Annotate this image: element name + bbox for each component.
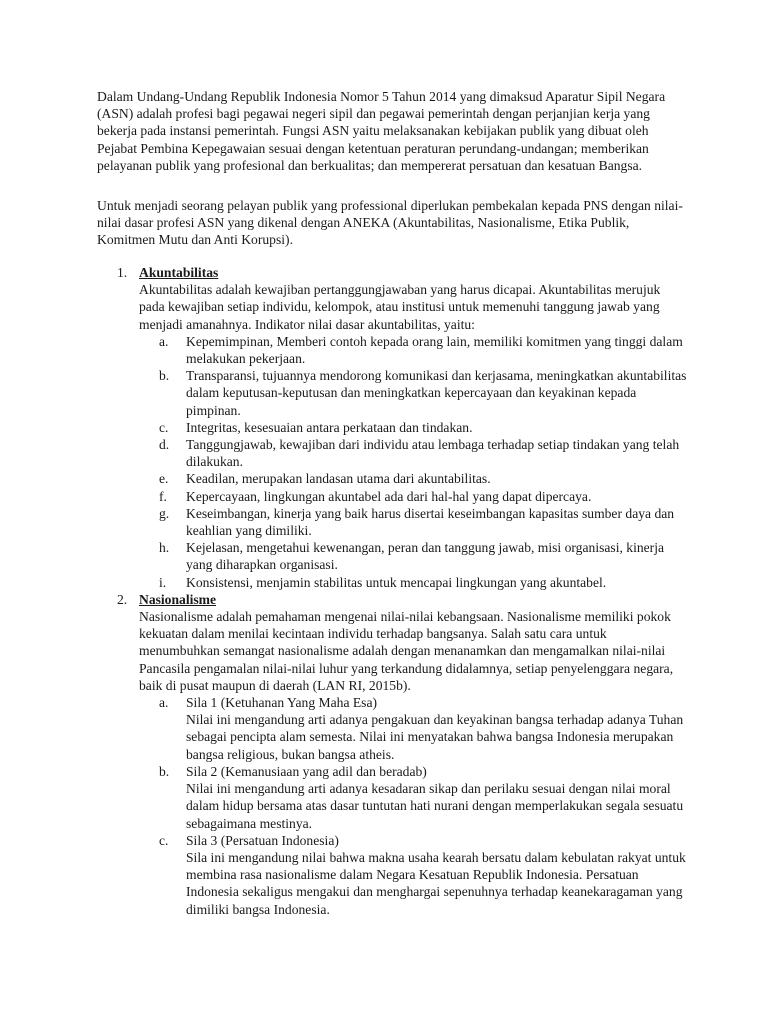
item-text: Konsistensi, menjamin stabilitas untuk mencapai lingkungan yang akuntabel. bbox=[186, 574, 607, 590]
item-letter: f. bbox=[159, 488, 167, 504]
section-title: Akuntabilitas bbox=[139, 265, 219, 280]
sila-list bbox=[139, 694, 687, 918]
intro-paragraph: Dalam Undang-Undang Republik Indonesia Nomor 5 Tahun 2014 yang dimaksud Aparatur Sipil Negara (ASN) adalah profesi bagi pegawai negeri sipil dan pegawai pemerintah dengan perjanjian kerja yang bekerja pada instansi pemerintah. Fungsi ASN yaitu melaksanakan kebijakan publik yang dibuat oleh Pejabat Pembina Kepegawaian sesuai dengan ketentuan peraturan perundang-undangan; memberikan pelayanan publik yang profesional dan berkualitas; dan mempererat persatuan dan kesatuan Bangsa. bbox=[97, 89, 666, 173]
item-text: Keseimbangan, kinerja yang baik harus disertai keseimbangan kapasitas sumber daya dan keahlian yang dimiliki. bbox=[186, 505, 675, 539]
item-letter: b. bbox=[159, 368, 170, 384]
item-title: Sila 3 (Persatuan Indonesia) bbox=[186, 832, 339, 848]
item-title: Sila 2 (Kemanusiaan yang adil dan beradab) bbox=[186, 763, 427, 779]
item-text: Nilai ini mengandung arti adanya pengakuan dan keyakinan bangsa terhadap adanya Tuhan sebagai pencipta alam semesta. Nilai ini menyatakan bahwa bangsa Indonesia merupakan bangsa religious, bukan bangsa atheis. bbox=[186, 712, 684, 762]
list-item bbox=[139, 574, 687, 591]
item-text: Kejelasan, mengetahui kewenangan, peran dan tanggung jawab, misi organisasi, kinerja yang diharapkan organisasi. bbox=[186, 540, 665, 573]
section-title: Nasionalisme bbox=[139, 591, 217, 607]
item-letter: b. bbox=[159, 763, 170, 779]
item-text: Integritas, kesesuaian antara perkataan dan tindakan. bbox=[186, 419, 473, 435]
item-letter: c. bbox=[159, 832, 169, 848]
item-text: Keadilan, merupakan landasan utama dari akuntabilitas. bbox=[186, 471, 491, 487]
item-text: Sila ini mengandung nilai bahwa makna usaha kearah bersatu dalam kebulatan rakyat untuk membina rasa nasionalisme dalam Negara Kesatuan Republik Indonesia. Persatuan Indonesia sekaligus mengakui dan menghargai sepenuhnya terhadap keanekaragaman yang dimiliki bangsa Indonesia. bbox=[186, 849, 686, 917]
section-description: Nasionalisme adalah pemahaman mengenai nilai-nilai kebangsaan. Nasionalisme memiliki pokok kekuatan dalam menilai kecintaan individu terhadap bangsanya. Salah satu cara untuk menumbuhkan semangat nasionalisme adalah dengan menanamkan dan mengamalkan nilai-nilai Pancasila pengamalan nilai-nilai luhur yang terkandung didalamnya, setiap penyelenggara negara, baik di pusat maupun di daerah (LAN RI, 2015b). bbox=[139, 609, 674, 693]
aneka-list bbox=[97, 264, 687, 918]
item-letter: a. bbox=[159, 333, 169, 349]
list-item bbox=[139, 539, 687, 573]
item-letter: e. bbox=[159, 471, 169, 487]
item-letter: a. bbox=[159, 695, 169, 711]
section-nasionalisme bbox=[97, 591, 687, 918]
indicator-list bbox=[139, 333, 687, 591]
item-letter: d. bbox=[159, 437, 170, 453]
list-item bbox=[139, 436, 687, 470]
list-item bbox=[139, 419, 687, 436]
list-item bbox=[139, 694, 687, 763]
list-item bbox=[139, 488, 687, 505]
item-letter: c. bbox=[159, 419, 169, 435]
item-letter: i. bbox=[159, 574, 167, 590]
item-text: Nilai ini mengandung arti adanya kesadaran sikap dan perilaku sesuai dengan nilai moral dalam hidup bersama atas dasar tuntutan hati nurani dengan memperlakukan segala sesuatu sebagaimana mestinya. bbox=[186, 781, 684, 831]
section-number: 1. bbox=[117, 265, 128, 280]
item-text: Tanggungjawab, kewajiban dari individu atau lembaga terhadap setiap tindakan yang telah dilakukan. bbox=[186, 437, 680, 470]
item-letter: g. bbox=[159, 505, 170, 521]
list-item bbox=[139, 367, 687, 419]
list-item bbox=[139, 470, 687, 487]
list-item bbox=[139, 763, 687, 832]
item-letter: h. bbox=[159, 540, 170, 556]
section-description: Akuntabilitas adalah kewajiban pertanggungjawaban yang harus dicapai. Akuntabilitas merujuk pada kewajiban setiap individu, kelompok, atau institusi untuk memenuhi tanggung jawab yang menjadi amanahnya. Indikator nilai dasar akuntabilitas, yaitu: bbox=[139, 282, 661, 332]
item-title: Sila 1 (Ketuhanan Yang Maha Esa) bbox=[186, 695, 378, 711]
item-text: Kepemimpinan, Memberi contoh kepada orang lain, memiliki komitmen yang tinggi dalam melakukan pekerjaan. bbox=[186, 333, 683, 367]
item-text: Kepercayaan, lingkungan akuntabel ada dari hal-hal yang dapat dipercaya. bbox=[186, 488, 592, 504]
section-akuntabilitas bbox=[97, 264, 687, 591]
list-item bbox=[139, 832, 687, 918]
item-text: Transparansi, tujuannya mendorong komunikasi dan kerjasama, meningkatkan akuntabilitas dalam keputusan-keputusan dan meningkatkan kepercayaan dan keyakinan kepada pimpinan. bbox=[186, 368, 687, 418]
aneka-paragraph: Untuk menjadi seorang pelayan publik yang professional diperlukan pembekalan kepada PNS dengan nilai-nilai dasar profesi ASN yang dikenal dengan ANEKA (Akuntabilitas, Nasionalisme, Etika Publik, Komitmen Mutu dan Anti Korupsi). bbox=[97, 198, 683, 248]
list-item bbox=[139, 333, 687, 367]
list-item bbox=[139, 505, 687, 539]
section-number: 2. bbox=[117, 591, 128, 607]
